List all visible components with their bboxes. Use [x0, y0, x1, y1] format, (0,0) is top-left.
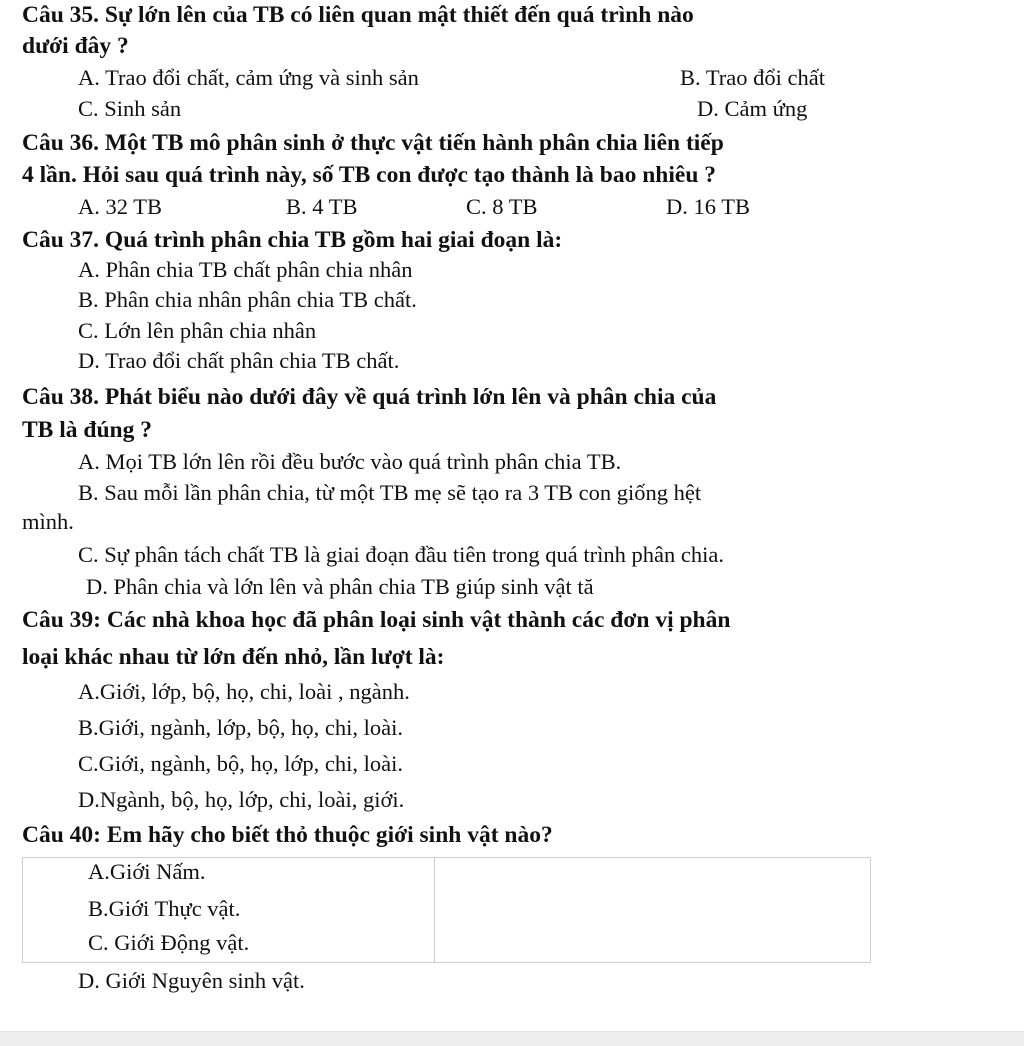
question-36-line-1: Câu 36. Một TB mô phân sinh ở thực vật tiến hành phân chia liên tiếp	[22, 130, 724, 156]
question-37-option-d: D. Trao đổi chất phân chia TB chất.	[78, 348, 400, 373]
question-39-option-a: A.Giới, lớp, bộ, họ, chi, loài , ngành.	[78, 679, 410, 704]
question-37-option-b: B. Phân chia nhân phân chia TB chất.	[78, 287, 417, 312]
question-38-option-b-line-2: mình.	[22, 509, 74, 534]
question-40-line-1: Câu 40: Em hãy cho biết thỏ thuộc giới sinh vật nào?	[22, 822, 553, 848]
question-39-option-c: C.Giới, ngành, bộ, họ, lớp, chi, loài.	[78, 751, 404, 776]
question-38-option-d: D. Phân chia và lớn lên và phân chia TB giúp sinh vật tă	[86, 574, 594, 599]
page-bottom-bar	[0, 1031, 1024, 1046]
question-36-line-2: 4 lần. Hỏi sau quá trình này, số TB con được tạo thành là bao nhiêu ?	[22, 162, 717, 188]
question-37-option-c: C. Lớn lên phân chia nhân	[78, 318, 317, 343]
question-35-option-b: B. Trao đổi chất	[680, 65, 826, 90]
question-39-option-b: B.Giới, ngành, lớp, bộ, họ, chi, loài.	[78, 715, 404, 740]
question-36-option-c: C. 8 TB	[466, 194, 538, 219]
question-37-line-1: Câu 37. Quá trình phân chia TB gồm hai giai đoạn là:	[22, 227, 563, 253]
question-36-option-d: D. 16 TB	[666, 194, 750, 219]
question-38-option-b-line-1: B. Sau mỗi lần phân chia, từ một TB mẹ sẽ tạo ra 3 TB con giống hệt	[78, 480, 702, 505]
question-37-option-a: A. Phân chia TB chất phân chia nhân	[78, 257, 413, 282]
question-38-line-2: TB là đúng ?	[22, 417, 152, 443]
question-36-option-b: B. 4 TB	[286, 194, 358, 219]
question-35-option-a: A. Trao đổi chất, cảm ứng và sinh sản	[78, 65, 419, 90]
question-35-line-1: Câu 35. Sự lớn lên của TB có liên quan mật thiết đến quá trình nào	[22, 2, 694, 28]
question-39-option-d: D.Ngành, bộ, họ, lớp, chi, loài, giới.	[78, 787, 405, 812]
question-38-line-1: Câu 38. Phát biểu nào dưới đây về quá trình lớn lên và phân chia của	[22, 384, 717, 410]
question-40-option-c: C. Giới Động vật.	[88, 930, 250, 955]
question-35-line-2: dưới đây ?	[22, 33, 129, 59]
question-40-option-d: D. Giới Nguyên sinh vật.	[78, 968, 305, 993]
question-38-option-c: C. Sự phân tách chất TB là giai đoạn đầu tiên trong quá trình phân chia.	[78, 542, 724, 567]
question-39-line-1: Câu 39: Các nhà khoa học đã phân loại sinh vật thành các đơn vị phân	[22, 607, 731, 633]
question-36-option-a: A. 32 TB	[78, 194, 162, 219]
question-39-line-2: loại khác nhau từ lớn đến nhỏ, lần lượt là:	[22, 644, 445, 670]
question-40-option-b: B.Giới Thực vật.	[88, 896, 241, 921]
question-35-option-c: C. Sinh sản	[78, 96, 182, 121]
question-35-option-d: D. Cảm ứng	[697, 96, 808, 121]
question-40-option-a: A.Giới Nấm.	[88, 859, 206, 884]
table-column-divider	[434, 858, 435, 962]
question-38-option-a: A. Mọi TB lớn lên rồi đều bước vào quá trình phân chia TB.	[78, 449, 622, 474]
